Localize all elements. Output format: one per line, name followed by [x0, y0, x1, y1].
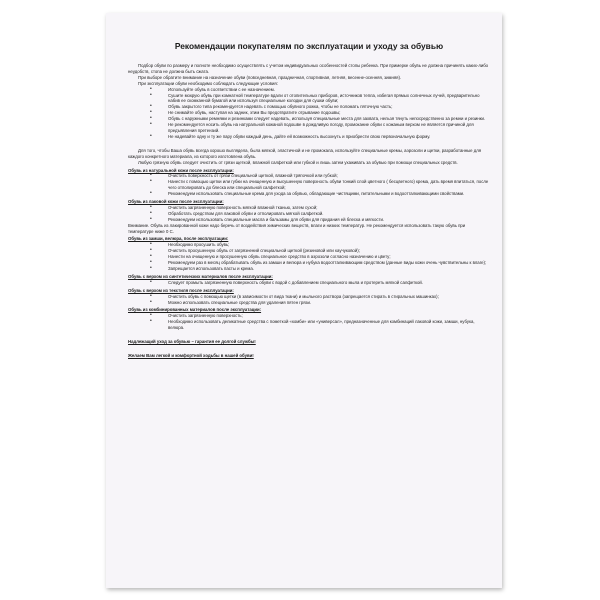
list-item: • Сушите мокрую обувь при комнатной температуре вдали от отопительных приборов, источников тепла, избегая прямых солнечных лучей, предварительно набив ее скомканной бумагой или используя специальные колодки для сушки обуви; [150, 93, 490, 105]
list-item: • Рекомендуем раз в месяц обрабатывать обувь из замши и велюра и нубука водоотталкивающим средством (данные виды кожи очень чувствительны к влаге); [150, 260, 490, 266]
list-item: • Обувь с наружными ремнями и резинками следует надевать, используя специальные места для захвата, нельзя тянуть непосредственно за ремни и резинки. [150, 116, 490, 122]
list-item: • Используйте обувь в соответствии с ее назначением. [150, 87, 490, 93]
list-item: • Нанести на очищенную и просушенную обувь специальное средство в аэрозоли согласно назначению и цвету; [150, 254, 490, 260]
intro-paragraph: Подбор обуви по размеру и полноте необходимо осуществлять с учетом индивидуальных особенностей стопы ребенка. При примерке обувь не должна причинять каких-либо неудобств, стопа не должна быть сжата. [128, 63, 489, 74]
list-item: • Рекомендуем использовать специальные крема для ухода за обувью, обладающие чистящими, питательными и водоотталкивающими свойствами. [150, 191, 490, 197]
section-list [128, 294, 490, 306]
list-item: • Не снимайте обувь, наступая на задник, этим Вы предотвратите отрывание подошвы; [150, 110, 490, 116]
section-list [128, 242, 490, 272]
list-item: • Очистить просушенную обувь от загрязнений специальной щеткой (резиновой или каучуковой); [150, 248, 490, 254]
section-heading: Обувь с верхом из текстиля после эксплуатации: [128, 287, 234, 293]
section-heading: Обувь с верхом из синтетических материалов после эксплуатации: [128, 273, 273, 279]
warning-note: Внимание. Обувь из лакированной кожи надо беречь от воздействия химических веществ, влаги и низких температур. Не рекомендуется использовать такую обувь при температуре ниже 0 С. [128, 222, 466, 234]
list-item: • Следует промыть загрязненную поверхность обуви с водой с добавлением специального мыла и протереть мягкой салфеткой. [150, 280, 490, 286]
intro-paragraph: При выборе обратите внимание на назначение обуви (повседневная, праздничная, спортивная, летняя, весенне-осенняя, зимняя). [138, 74, 402, 80]
list-item: • Необходимо просушить обувь; [150, 242, 490, 248]
list-item: • Необходимо использовать деликатные средства с пометкой «комби» или «универсал», предназначенные для комбинаций лаковой кожи, замши, нубука, велюра. [150, 319, 490, 331]
list-item: • Рекомендуем использовать специальные масла и бальзамы для обуви для придания ей блеска и мягкости. [150, 217, 490, 223]
section-list [128, 205, 490, 223]
section-heading: Обувь из замши, велюра, после эксплуатации: [128, 236, 229, 242]
list-item: • Можно использовать специальные средства для удаления пятен грязи. [150, 300, 490, 306]
list-item: • Нанести с помощью щетки или губки на очищенную и высушенную поверхность обуви тонкий слой цветного ( бесцветного) крема, дать время впитаться, после чего отполировать до блеска или специальной салфеткой; [150, 179, 490, 191]
document-title: Рекомендации покупателям по эксплуатации и уходу за обувью [174, 41, 444, 51]
list-item: • Не надевайте одну и ту же пару обуви каждый день, дайте ей возможность высохнуть и приобрести свою первоначальную форму. [150, 134, 490, 140]
intro-paragraph: При эксплуатации обуви необходимо соблюдать следующие условия: [138, 80, 278, 86]
list-item: • Очистить обувь с помощью щетки (в зависимости от вида ткани) и мыльного раствора (запрещается стирать в стиральных машинках); [150, 294, 490, 300]
section-heading: Обувь из натуральной кожи после эксплуатации: [128, 167, 234, 173]
section-heading: Обувь из лаковой кожи после эксплуатации: [128, 199, 224, 205]
list-item: • Запрещается использовать пасты и крема. [150, 266, 490, 272]
document-body [128, 63, 490, 359]
document-sheet [106, 13, 502, 588]
closing-line: Надлежащий уход за обувью – гарантия ее долгой службы! [128, 339, 256, 345]
list-item: • Не рекомендуется носить обувь на натуральной кожаной подошве в дождливую погоду, промокание обуви с кожаным верхом не является причиной для предъявления претензий. [150, 122, 490, 134]
section-list [128, 280, 490, 286]
section-list [128, 173, 490, 197]
care-paragraph: Любую грязную обувь следует очистить от грязи щеткой, влажной салфеткой или губкой и лишь затем ухаживать за обувью при помощи специальных средств. [138, 159, 458, 165]
list-item: • Очистить загрязненную поверхность; [150, 313, 490, 319]
conditions-list [128, 87, 490, 140]
list-item: • Обувь закрытого типа рекомендуется надевать с помощью обувного рожка, чтобы не поломать пяточную часть; [150, 104, 490, 110]
list-item: • Очистить поверхность от грязи специальной щеткой, влажной тряпочкой или губкой; [150, 173, 490, 179]
closing-line: Желаем Вам легкой и комфортной ходьбы в нашей обуви! [128, 352, 254, 358]
list-item: • Очистить загрязненную поверхность мягкой влажной тканью, затем сухой; [150, 205, 490, 211]
list-item: • Обработать средством для лаковой обуви и отполировать мягкой салфеткой. [150, 211, 490, 217]
section-list [128, 313, 490, 331]
care-paragraph: Для того, чтобы Ваша обувь всегда хорошо выглядела, была мягкой, эластичной и не промокала, используйте специальные кремы, аэрозоли и щетки, разработанные для каждого конкретного материала, из которого изготовлена обувь. [128, 147, 482, 159]
section-heading: Обувь из комбинированных материалов после эксплуатации: [128, 307, 262, 313]
